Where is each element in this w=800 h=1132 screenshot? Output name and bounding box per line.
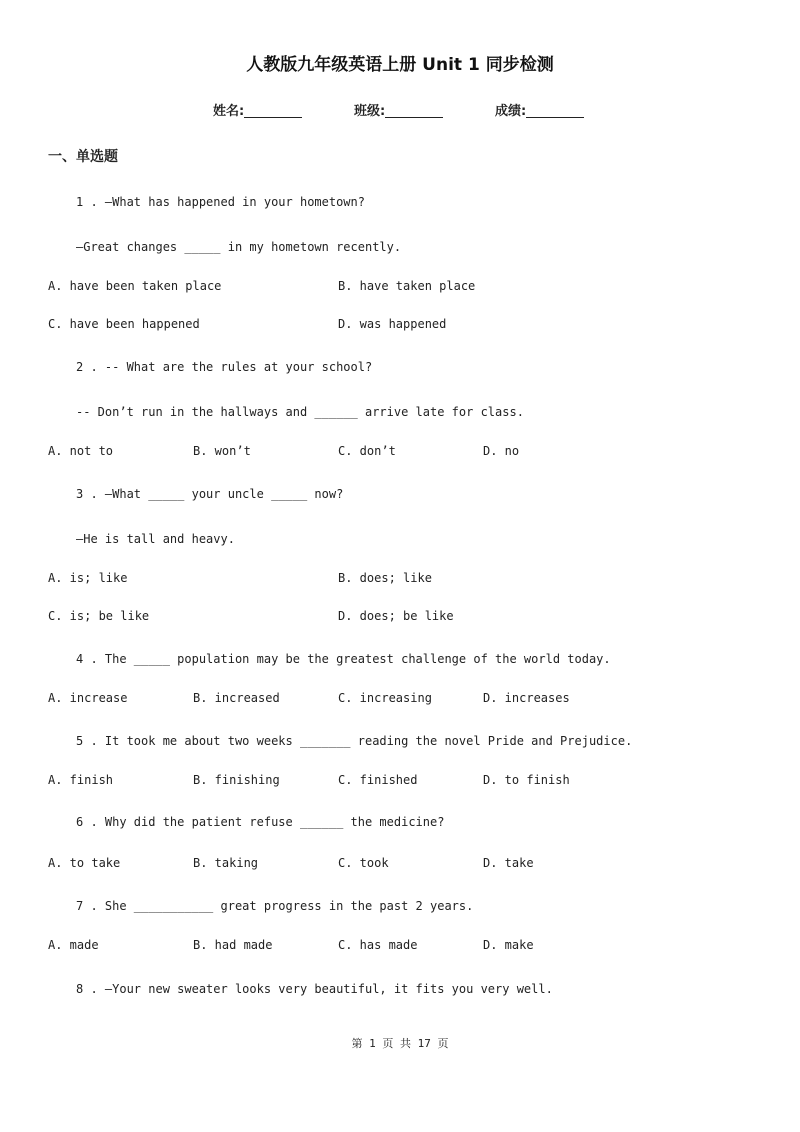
question-3-stem: 3 . —What _____ your uncle _____ now?	[76, 487, 344, 501]
question-2-option-c: C. don’t	[338, 444, 396, 458]
question-4-option-c: C. increasing	[338, 691, 432, 705]
question-1-option-a: A. have been taken place	[48, 279, 222, 293]
question-8-stem: 8 . —Your new sweater looks very beautiful, it fits you very well.	[76, 982, 553, 996]
question-4-option-a: A. increase	[48, 691, 128, 705]
question-5-stem: 5 . It took me about two weeks _______ reading the novel Pride and Prejudice.	[76, 734, 633, 748]
score-field	[495, 100, 584, 119]
class-field	[354, 100, 443, 119]
question-3-option-a: A. is; like	[48, 571, 128, 585]
class-label: 班级:	[354, 104, 386, 119]
question-1-stem: 1 . —What has happened in your hometown?	[76, 195, 365, 209]
question-2-stem: 2 . -- What are the rules at your school?	[76, 360, 373, 374]
question-6-option-d: D. take	[483, 856, 534, 870]
question-1-option-d: D. was happened	[338, 317, 447, 331]
question-1-line-2: —Great changes _____ in my hometown recently.	[76, 240, 402, 254]
question-2-option-a: A. not to	[48, 444, 114, 458]
question-6-option-a: A. to take	[48, 856, 121, 870]
question-3-option-c: C. is; be like	[48, 609, 150, 623]
question-6-stem: 6 . Why did the patient refuse ______ the medicine?	[76, 815, 445, 829]
page-footer: 第 1 页 共 17 页	[351, 1037, 449, 1050]
question-7-option-a: A. made	[48, 938, 99, 952]
question-2-option-b: B. won’t	[193, 444, 251, 458]
name-field	[213, 100, 302, 119]
name-label: 姓名:	[213, 104, 245, 119]
name-blank	[244, 103, 302, 118]
score-label: 成绩:	[495, 104, 527, 119]
question-6-option-b: B. taking	[193, 856, 259, 870]
class-blank	[385, 103, 443, 118]
question-1-option-b: B. have taken place	[338, 279, 476, 293]
page-title: 人教版九年级英语上册 Unit 1 同步检测	[246, 55, 554, 75]
question-2-option-d: D. no	[483, 444, 520, 458]
question-6-option-c: C. took	[338, 856, 389, 870]
question-3-option-b: B. does; like	[338, 571, 432, 585]
question-5-option-d: D. to finish	[483, 773, 570, 787]
question-3-option-d: D. does; be like	[338, 609, 454, 623]
question-2-line-2: -- Don’t run in the hallways and ______ arrive late for class.	[76, 405, 524, 419]
question-5-option-a: A. finish	[48, 773, 114, 787]
question-7-option-c: C. has made	[338, 938, 418, 952]
question-7-option-b: B. had made	[193, 938, 273, 952]
question-5-option-b: B. finishing	[193, 773, 280, 787]
score-blank	[526, 103, 584, 118]
question-4-option-d: D. increases	[483, 691, 570, 705]
question-5-option-c: C. finished	[338, 773, 418, 787]
question-4-option-b: B. increased	[193, 691, 280, 705]
question-1-option-c: C. have been happened	[48, 317, 200, 331]
question-7-option-d: D. make	[483, 938, 534, 952]
question-7-stem: 7 . She ___________ great progress in the past 2 years.	[76, 899, 474, 913]
section-title: 一、单选题	[48, 149, 118, 165]
question-3-line-2: —He is tall and heavy.	[76, 532, 235, 546]
question-4-stem: 4 . The _____ population may be the greatest challenge of the world today.	[76, 652, 611, 666]
